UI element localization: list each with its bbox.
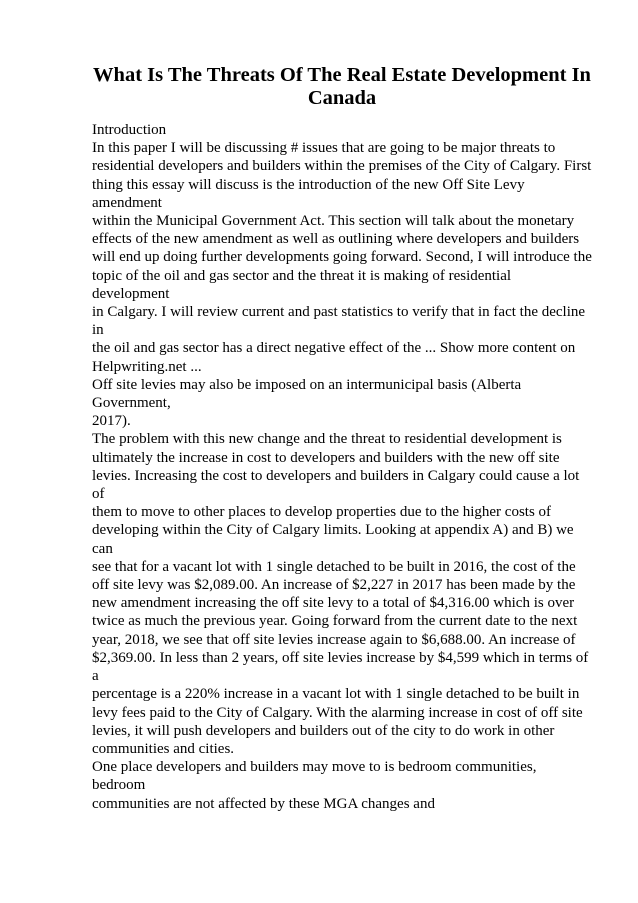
document-title: What Is The Threats Of The Real Estate Development In Canada <box>93 64 591 109</box>
document-body <box>92 121 592 813</box>
paragraph-off-site-levies: Off site levies may also be imposed on an intermunicipal basis (Alberta Government, 2017). <box>92 376 522 430</box>
paragraph-introduction-heading: Introduction <box>92 122 167 138</box>
paragraph-bedroom-communities: One place developers and builders may move to is bedroom communities, bedroom communities are not affected by these MGA changes and <box>92 759 537 812</box>
paragraph-levy-cost-problem: The problem with this new change and the threat to residential development is ultimately the increase in cost to developers and builders with the new off site levies. Increasing the cost to developers and builders in Calgary could cause a lot of them to move to other places to develop properties due to the higher costs of developing within the City of Calgary limits. Looking at appendix A) and B) we can see that for a vacant lot with 1 single detached to be built in 2016, the cost of the off site levy was $2,089.00. An increase of $2,227 in 2017 has been made by the new amendment increasing the off site levy to a total of $4,316.00 which is over twice as much the previous year. Going forward from the current date to the next year, 2018, we see that off site levies increase again to $6,688.00. An increase of $2,369.00. In less than 2 years, off site levies increase by $4,599 which in terms of a percentage is a 220% increase in a vacant lot with 1 single detached to be built in levy fees paid to the City of Calgary. With the alarming increase in cost of off site levies, it will push developers and builders out of the city to do work in other communities and cities. <box>92 431 589 757</box>
paragraph-introduction: In this paper I will be discussing # issues that are going to be major threats to residential developers and builders within the premises of the City of Calgary. First thing this essay will discuss is the introduction of the new Off Site Levy amendment within the Municipal Government Act. This section will talk about the monetary effects of the new amendment as well as outlining where developers and builders will end up doing further developments going forward. Second, I will introduce the topic of the oil and gas sector and the threat it is making of residential development in Calgary. I will review current and past statistics to verify that in fact the decline in the oil and gas sector has a direct negative effect of the ... Show more content on Helpwriting.net ... <box>92 140 592 375</box>
